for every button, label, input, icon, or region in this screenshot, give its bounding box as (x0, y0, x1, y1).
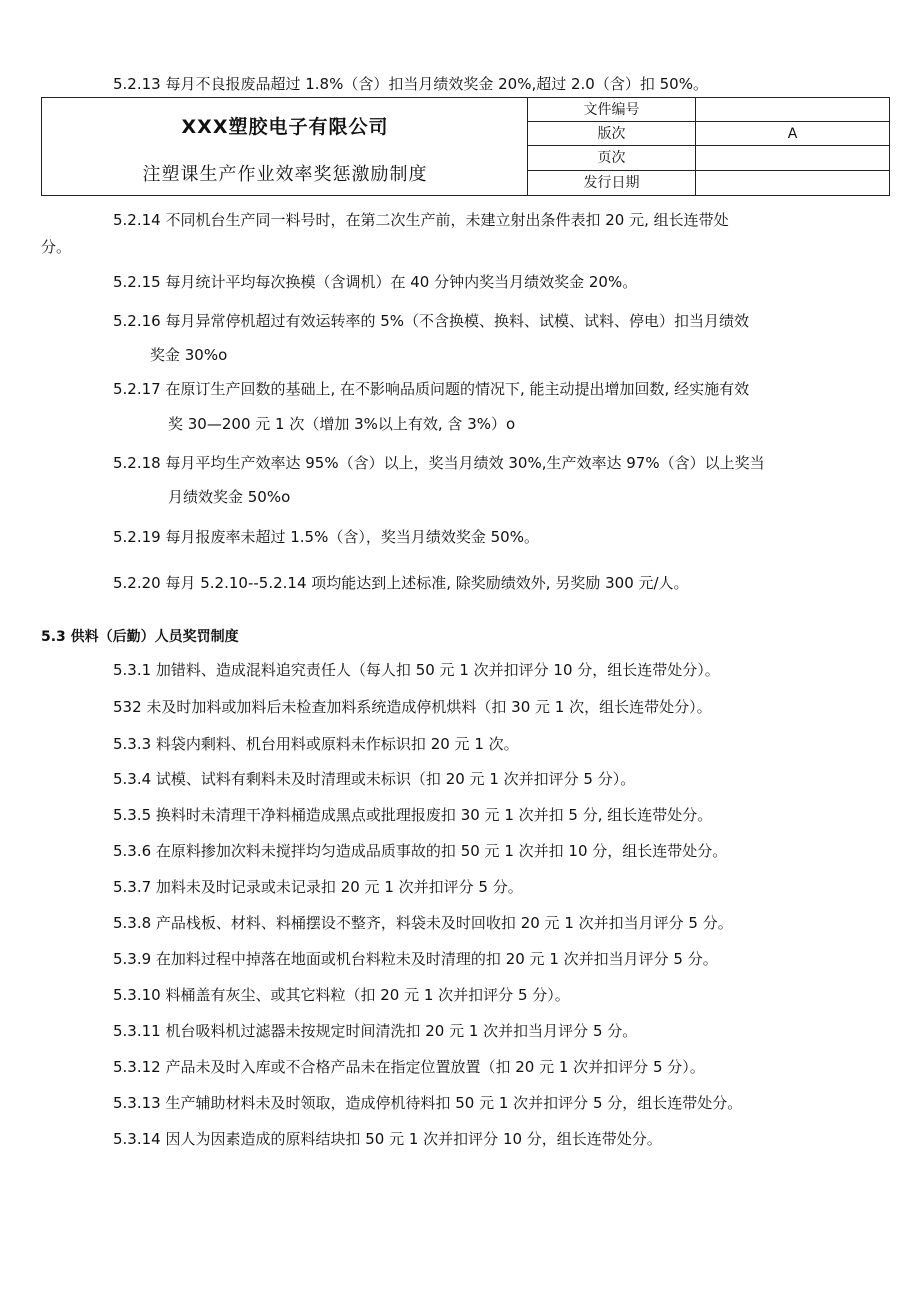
meta-value (696, 98, 889, 121)
clause-5-3-13: 5.3.13 生产辅助材料未及时领取，造成停机待料扣 50 元 1 次并扣评分 5 分，组长连带处分。 (113, 1094, 743, 1112)
meta-label: 页次 (528, 146, 696, 170)
meta-value (696, 171, 889, 195)
document-title: 注塑课生产作业效率奖惩激励制度 (142, 164, 428, 185)
meta-row-page (528, 146, 889, 171)
clause-5-3-2: 532 未及时加料或加料后未检查加料系统造成停机烘料（扣 30 元 1 次，组长连带处分）。 (113, 698, 712, 716)
meta-value (696, 146, 889, 170)
clause-5-2-15: 5.2.15 每月统计平均每次换模（含调机）在 40 分钟内奖当月绩效奖金 20%。 (113, 273, 638, 291)
clause-5-3-10: 5.3.10 料桶盖有灰尘、或其它料粒（扣 20 元 1 次并扣评分 5 分）。 (113, 986, 570, 1004)
clause-5-2-16: 5.2.16 每月异常停机超过有效运转率的 5%（不含换模、换料、试模、试料、停电）扣当月绩效 (113, 312, 750, 330)
clause-5-2-14-cont: 分。 (41, 238, 72, 256)
clause-5-2-13: 5.2.13 每月不良报废品超过 1.8%（含）扣当月绩效奖金 20%,超过 2.0（含）扣 50%。 (113, 75, 708, 93)
header-title-block (42, 98, 528, 195)
clause-5-2-16-cont: 奖金 30%o (150, 346, 228, 364)
clause-5-2-19: 5.2.19 每月报废率未超过 1.5%（含），奖当月绩效奖金 50%。 (113, 528, 539, 546)
clause-5-3-11: 5.3.11 机台吸料机过滤器未按规定时间清洗扣 20 元 1 次并扣当月评分 5 分。 (113, 1022, 638, 1040)
clause-5-3-6: 5.3.6 在原料掺加次料未搅拌均匀造成品质事故的扣 50 元 1 次并扣 10 分，组长连带处分。 (113, 842, 728, 860)
document-header-table (41, 97, 890, 196)
clause-5-3-4: 5.3.4 试模、试料有剩料未及时清理或未标识（扣 20 元 1 次并扣评分 5 分）。 (113, 770, 636, 788)
clause-5-2-18: 5.2.18 每月平均生产效率达 95%（含）以上，奖当月绩效 30%,生产效率达 97%（含）以上奖当 (113, 454, 765, 472)
clause-5-2-20: 5.2.20 每月 5.2.10--5.2.14 项均能达到上述标准, 除奖励绩效外, 另奖励 300 元/人。 (113, 574, 689, 592)
meta-label: 版次 (528, 122, 696, 145)
clause-5-3-3: 5.3.3 料袋内剩料、机台用料或原料未作标识扣 20 元 1 次。 (113, 735, 519, 753)
meta-row-issue-date (528, 171, 889, 195)
meta-label: 文件编号 (528, 98, 696, 121)
clause-5-3-8: 5.3.8 产品栈板、材料、料桶摆设不整齐，料袋未及时回收扣 20 元 1 次并扣当月评分 5 分。 (113, 914, 733, 932)
meta-label: 发行日期 (528, 171, 696, 195)
section-5-3-title: 5.3 供料（后勤）人员奖罚制度 (41, 629, 239, 645)
meta-value: A (787, 126, 798, 142)
clause-5-3-14: 5.3.14 因人为因素造成的原料结块扣 50 元 1 次并扣评分 10 分，组长连带处分。 (113, 1130, 662, 1148)
meta-row-doc-number (528, 98, 889, 122)
meta-row-version (528, 122, 889, 146)
clause-5-3-5: 5.3.5 换料时未清理干净料桶造成黑点或批理报废扣 30 元 1 次并扣 5 分, 组长连带处分。 (113, 806, 713, 824)
clause-5-3-1: 5.3.1 加错料、造成混料追究责任人（每人扣 50 元 1 次并扣评分 10 分，组长连带处分）。 (113, 661, 720, 679)
clause-5-2-17-cont: 奖 30—200 元 1 次（增加 3%以上有效, 含 3%）o (168, 415, 516, 433)
clause-5-3-12: 5.3.12 产品未及时入库或不合格产品未在指定位置放置（扣 20 元 1 次并扣评分 5 分）。 (113, 1058, 705, 1076)
clause-5-2-17: 5.2.17 在原订生产回数的基础上, 在不影响品质问题的情况下, 能主动提出增加回数, 经实施有效 (113, 380, 750, 398)
clause-5-2-14: 5.2.14 不同机台生产同一料号时，在第二次生产前，未建立射出条件表扣 20 元, 组长连带处 (113, 211, 729, 229)
company-name: XXX塑胶电子有限公司 (181, 116, 389, 138)
clause-5-3-7: 5.3.7 加料未及时记录或未记录扣 20 元 1 次并扣评分 5 分。 (113, 878, 523, 896)
clause-5-3-9: 5.3.9 在加料过程中掉落在地面或机台料粒未及时清理的扣 20 元 1 次并扣当月评分 5 分。 (113, 950, 718, 968)
clause-5-2-18-cont: 月绩效奖金 50%o (168, 488, 291, 506)
